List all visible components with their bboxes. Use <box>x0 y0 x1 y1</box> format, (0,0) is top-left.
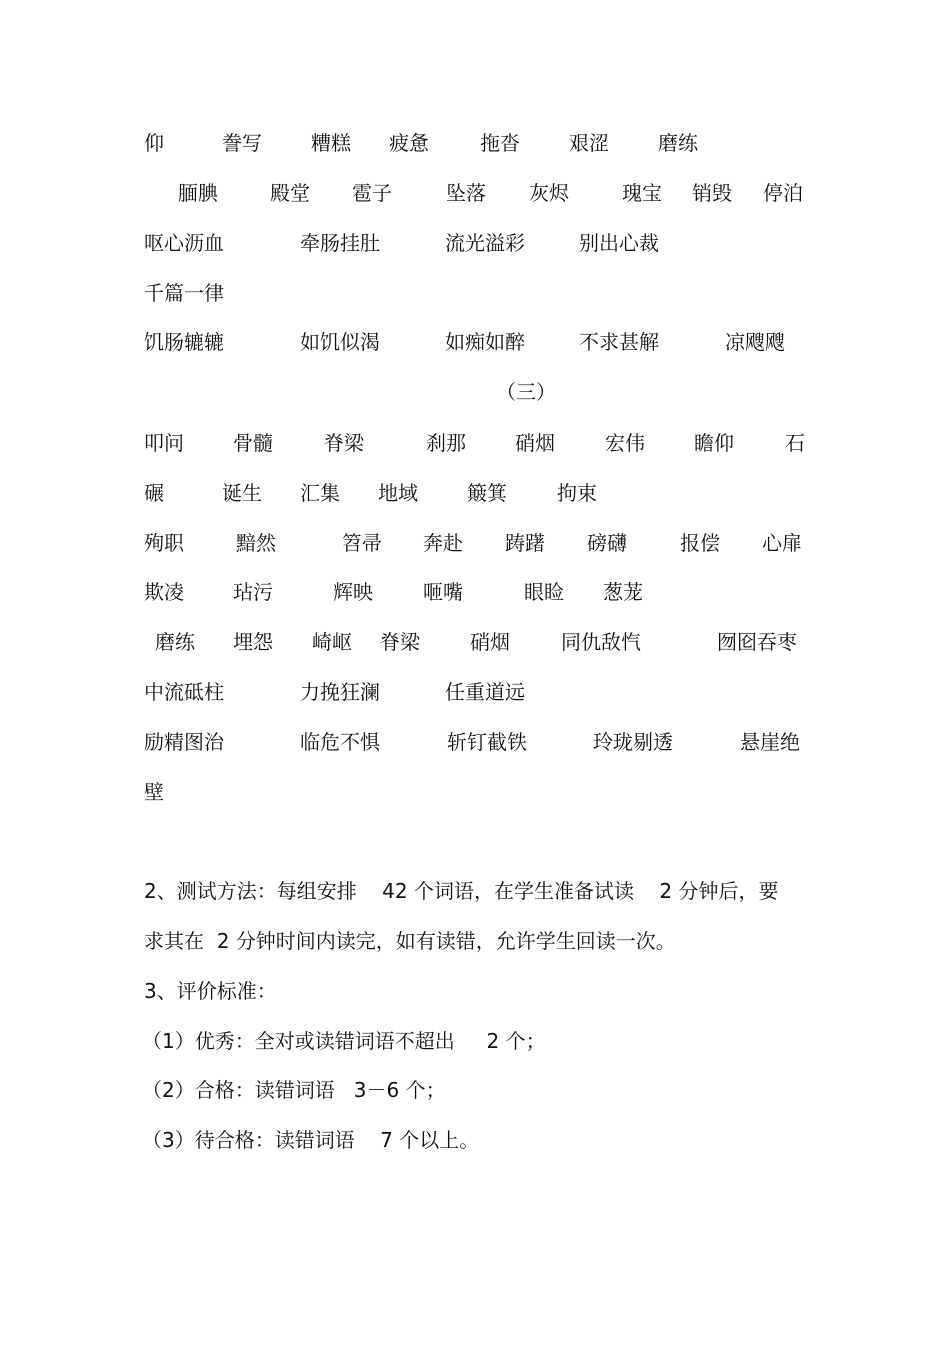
word-row <box>0 228 950 258</box>
word-row <box>0 528 950 558</box>
word: 疲惫 <box>389 131 429 155</box>
word: 殿堂 <box>270 181 310 205</box>
word: 叩问 <box>144 431 184 455</box>
word: 腼腆 <box>178 181 218 205</box>
paragraph-text: （2）合格：读错词语 3－6 个； <box>142 1078 446 1102</box>
word: 别出心裁 <box>579 231 659 255</box>
word: 诞生 <box>222 481 262 505</box>
word-row <box>0 627 950 657</box>
word-row <box>0 128 950 158</box>
group-heading: （三） <box>496 380 556 404</box>
criteria-item <box>0 1125 950 1155</box>
word: 咂嘴 <box>423 580 463 604</box>
word: 壁 <box>144 780 164 804</box>
word: 笤帚 <box>342 531 382 555</box>
word-row <box>0 428 950 458</box>
word: 辉映 <box>333 580 373 604</box>
word: 奔赴 <box>423 531 463 555</box>
paragraph-text: （3）待合格：读错词语 7 个以上。 <box>142 1128 480 1152</box>
word: 同仇敌忾 <box>561 630 641 654</box>
word: 瑰宝 <box>622 181 662 205</box>
word: 力挽狂澜 <box>300 680 380 704</box>
test-method-line-2 <box>0 926 950 956</box>
paragraph-text: 3、评价标准： <box>144 979 277 1003</box>
word-row <box>0 178 950 208</box>
word: 励精图治 <box>144 730 224 754</box>
paragraph-text: （1）优秀：全对或读错词语不超出 2 个； <box>142 1029 546 1053</box>
word: 饥肠辘辘 <box>144 330 224 354</box>
word: 囫囵吞枣 <box>717 630 797 654</box>
word: 石 <box>785 431 805 455</box>
word: 如痴如醉 <box>445 330 525 354</box>
word: 拘束 <box>557 481 597 505</box>
word: 磨练 <box>658 131 698 155</box>
word-row <box>0 327 950 357</box>
word: 仰 <box>144 131 164 155</box>
word: 斩钉截铁 <box>447 730 527 754</box>
word: 宏伟 <box>605 431 645 455</box>
word: 牵肠挂肚 <box>300 231 380 255</box>
word: 心扉 <box>762 531 802 555</box>
word: 踌躇 <box>505 531 545 555</box>
word: 玲珑剔透 <box>593 730 673 754</box>
word: 销毁 <box>692 181 732 205</box>
word-row <box>0 577 950 607</box>
word: 硝烟 <box>515 431 555 455</box>
word: 停泊 <box>763 181 803 205</box>
word: 报偿 <box>680 531 720 555</box>
word: 碾 <box>144 481 164 505</box>
word: 黯然 <box>236 531 276 555</box>
word: 灰烬 <box>529 181 569 205</box>
word: 瞻仰 <box>694 431 734 455</box>
word: 凉飕飕 <box>725 330 785 354</box>
word-row <box>0 727 950 757</box>
test-method-line-1 <box>0 876 950 906</box>
word: 脊梁 <box>324 431 364 455</box>
word: 千篇一律 <box>144 281 224 305</box>
word-row <box>0 677 950 707</box>
word: 磅礴 <box>587 531 627 555</box>
word: 任重道远 <box>445 680 525 704</box>
criteria-title <box>0 976 950 1006</box>
word: 骨髓 <box>233 431 273 455</box>
word: 拖沓 <box>480 131 520 155</box>
word: 雹子 <box>352 181 392 205</box>
word: 簸箕 <box>467 481 507 505</box>
criteria-item <box>0 1026 950 1056</box>
word: 艰涩 <box>569 131 609 155</box>
word-row <box>0 777 950 807</box>
word: 玷污 <box>233 580 273 604</box>
word: 悬崖绝 <box>740 730 800 754</box>
word: 硝烟 <box>470 630 510 654</box>
criteria-item <box>0 1075 950 1105</box>
word: 糟糕 <box>311 131 351 155</box>
word: 呕心沥血 <box>144 231 224 255</box>
word: 誊写 <box>222 131 262 155</box>
word: 坠落 <box>446 181 486 205</box>
word: 流光溢彩 <box>445 231 525 255</box>
word: 磨练 <box>155 630 195 654</box>
word: 不求甚解 <box>579 330 659 354</box>
word-row <box>0 478 950 508</box>
paragraph-text: 2、测试方法：每组安排 42 个词语，在学生准备试读 2 分钟后，要 <box>144 879 779 903</box>
group-heading-row <box>0 377 950 407</box>
word: 葱茏 <box>603 580 643 604</box>
word: 崎岖 <box>312 630 352 654</box>
word: 埋怨 <box>233 630 273 654</box>
word: 地域 <box>378 481 418 505</box>
word-row <box>0 278 950 308</box>
word: 眼睑 <box>524 580 564 604</box>
word: 欺凌 <box>144 580 184 604</box>
word: 汇集 <box>300 481 340 505</box>
word: 中流砥柱 <box>144 680 224 704</box>
word: 临危不惧 <box>300 730 380 754</box>
word: 刹那 <box>426 431 466 455</box>
word: 殉职 <box>144 531 184 555</box>
word: 如饥似渴 <box>300 330 380 354</box>
paragraph-text: 求其在 2 分钟时间内读完，如有读错，允许学生回读一次。 <box>144 929 676 953</box>
word: 脊梁 <box>380 630 420 654</box>
